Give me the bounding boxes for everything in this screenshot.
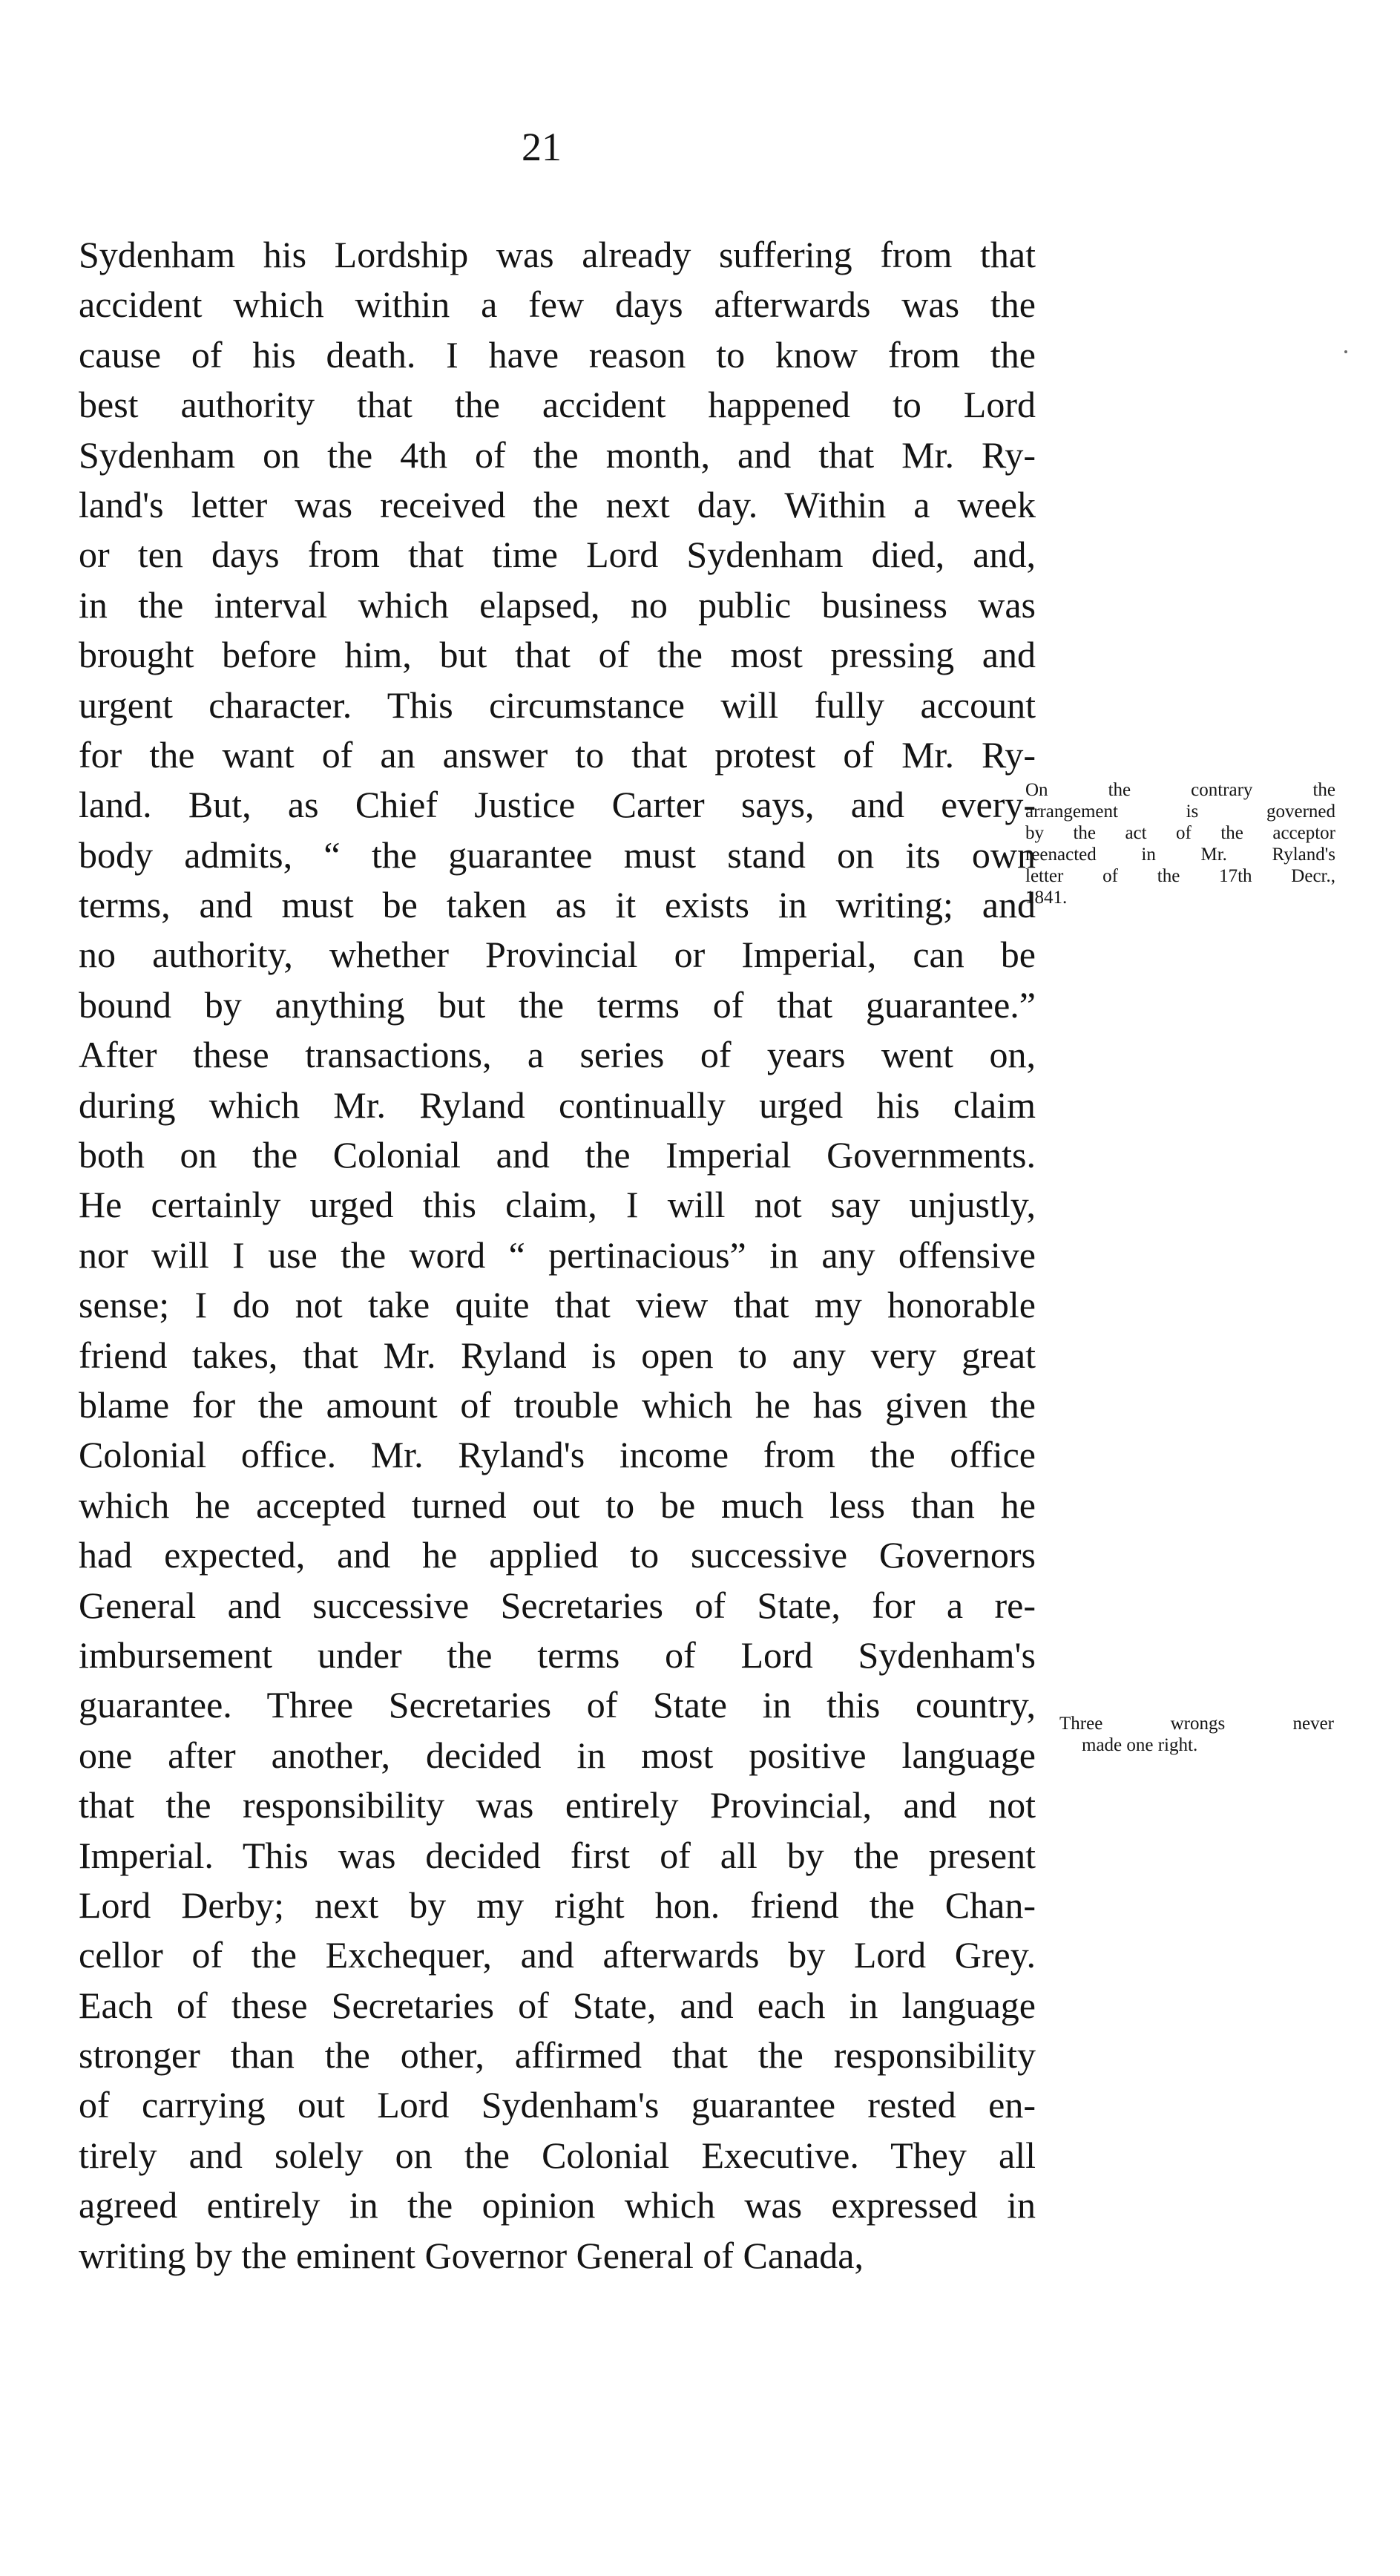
body-text: [79, 230, 1036, 2281]
text-line: one after another, decided in most positive language: [79, 1734, 1036, 1776]
text-line: friend takes, that Mr. Ryland is open to any very great: [79, 1334, 1036, 1376]
text-line: which he accepted turned out to be much less than he: [79, 1484, 1036, 1526]
text-line: blame for the amount of trouble which he has given the: [79, 1383, 1036, 1426]
text-line: tirely and solely on the Colonial Executive. They all: [79, 2134, 1036, 2176]
margin-note-line: made one right.: [1082, 1735, 1198, 1755]
margin-note-wrongs: [1059, 1713, 1334, 1756]
text-line: Colonial office. Mr. Ryland's income from the office: [79, 1434, 1036, 1476]
text-line: no authority, whether Provincial or Imperial, can be: [79, 934, 1036, 976]
text-line: or ten days from that time Lord Sydenham died, and,: [79, 534, 1036, 576]
text-line: best authority that the accident happened to Lord: [79, 384, 1036, 426]
text-line: He certainly urged this claim, I will not say unjustly,: [79, 1184, 1036, 1226]
text-line: Imperial. This was decided first of all by the present: [79, 1834, 1036, 1876]
text-line: land's letter was received the next day. Within a week: [79, 483, 1036, 525]
text-line: terms, and must be taken as it exists in writing; and: [79, 884, 1036, 926]
text-line: had expected, and he applied to successive Governors: [79, 1534, 1036, 1576]
text-line: brought before him, but that of the most pressing and: [79, 634, 1036, 676]
text-line: Each of these Secretaries of State, and each in language: [79, 1984, 1036, 2026]
text-line: guarantee. Three Secretaries of State in this country,: [79, 1684, 1036, 1726]
text-line: in the interval which elapsed, no public business was: [79, 583, 1036, 626]
text-line: writing by the eminent Governor General of Canada,: [79, 2234, 864, 2276]
text-line: that the responsibility was entirely Provincial, and not: [79, 1784, 1036, 1826]
text-line: General and successive Secretaries of State, for a re-: [79, 1584, 1036, 1626]
page-number: 21: [522, 125, 562, 169]
text-line: land. But, as Chief Justice Carter says, and every-: [79, 784, 1036, 826]
margin-note-line: by the act of the acceptor: [1025, 823, 1335, 843]
margin-note-line: 1841.: [1025, 888, 1068, 908]
margin-note-line: arrangement is governed: [1025, 802, 1335, 822]
text-line: cellor of the Exchequer, and afterwards by Lord Grey.: [79, 1934, 1036, 1976]
text-line: both on the Colonial and the Imperial Governments.: [79, 1134, 1036, 1176]
text-line: of carrying out Lord Sydenham's guarantee rested en-: [79, 2084, 1036, 2126]
margin-note-line: Three wrongs never: [1059, 1714, 1334, 1734]
text-line: stronger than the other, affirmed that the responsibility: [79, 2034, 1036, 2077]
text-line: for the want of an answer to that protest of Mr. Ry-: [79, 733, 1036, 776]
text-line: Lord Derby; next by my right hon. friend the Chan-: [79, 1884, 1036, 1926]
text-line: body admits, “ the guarantee must stand on its own: [79, 833, 1036, 876]
text-line: accident which within a few days afterwards was the: [79, 284, 1036, 326]
margin-note-line: letter of the 17th Decr.,: [1025, 866, 1335, 886]
text-line: cause of his death. I have reason to know from the: [79, 333, 1036, 376]
print-speck: [1344, 350, 1347, 353]
text-line: during which Mr. Ryland continually urged his claim: [79, 1084, 1036, 1126]
text-line: nor will I use the word “ pertinacious” in any offensive: [79, 1233, 1036, 1276]
text-line: Sydenham on the 4th of the month, and that Mr. Ry-: [79, 433, 1036, 476]
margin-note-line: reenacted in Mr. Ryland's: [1025, 845, 1335, 865]
margin-note-acceptor: [1025, 779, 1335, 908]
margin-note-line: On the contrary the: [1025, 780, 1335, 800]
text-line: sense; I do not take quite that view that my honorable: [79, 1284, 1036, 1326]
text-line: agreed entirely in the opinion which was expressed in: [79, 2184, 1036, 2226]
text-line: Sydenham his Lordship was already suffering from that: [79, 234, 1036, 275]
text-line: After these transactions, a series of years went on,: [79, 1034, 1036, 1076]
text-line: bound by anything but the terms of that guarantee.”: [79, 983, 1036, 1026]
text-line: urgent character. This circumstance will fully account: [79, 684, 1036, 726]
text-line: imbursement under the terms of Lord Sydenham's: [79, 1633, 1036, 1676]
